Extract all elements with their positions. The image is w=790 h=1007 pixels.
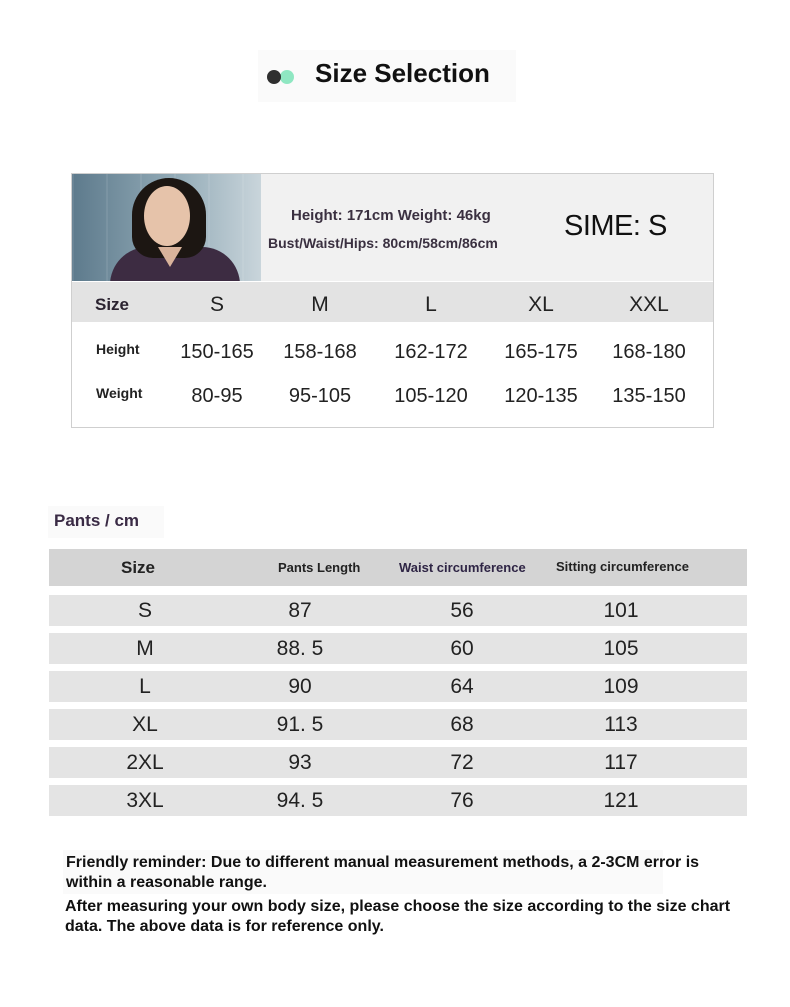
pants-waist-cell: 56 <box>450 599 474 622</box>
height-cell: 158-168 <box>283 341 357 363</box>
pants-length-cell: 90 <box>288 675 312 698</box>
pants-size-cell: XL <box>132 713 158 736</box>
pants-length-cell: 93 <box>288 751 312 774</box>
pants-sitting-cell: 109 <box>603 675 639 698</box>
mint-dot-icon <box>280 70 294 84</box>
height-cell: 165-175 <box>504 341 578 363</box>
pants-size-cell: L <box>139 675 151 698</box>
weight-cell: 105-120 <box>394 385 468 407</box>
height-cell: 150-165 <box>180 341 254 363</box>
pants-header-sitting: Sitting circumference <box>556 559 689 574</box>
friendly-reminder: Friendly reminder: Due to different manual measurement methods, a 2-3CM error is within a reasonable range. <box>66 854 700 891</box>
pants-length-cell: 91. 5 <box>276 713 324 736</box>
size-row-label: Size <box>95 295 130 314</box>
height-cell: 168-180 <box>612 341 686 363</box>
pants-sitting-cell: 121 <box>603 789 639 812</box>
weight-cell: 135-150 <box>612 385 686 407</box>
pants-header-waist: Waist circumference <box>399 560 526 575</box>
pants-length-cell: 94. 5 <box>276 789 324 812</box>
pants-sitting-cell: 113 <box>604 713 638 736</box>
size-col-m: M <box>311 293 329 316</box>
model-photo <box>72 174 261 281</box>
model-size: SIME: S <box>564 210 667 242</box>
model-height-weight: Height: 171cm Weight: 46kg <box>291 207 491 224</box>
pants-sitting-cell: 105 <box>603 637 639 660</box>
height-row-label: Height <box>96 341 140 357</box>
pants-waist-cell: 76 <box>450 789 474 812</box>
pants-size-cell: 3XL <box>126 789 164 812</box>
pants-waist-cell: 64 <box>450 675 474 698</box>
size-col-l: L <box>425 293 437 316</box>
pants-waist-cell: 72 <box>450 751 474 774</box>
size-card <box>71 173 714 428</box>
weight-cell: 80-95 <box>191 385 243 407</box>
size-col-xxl: XXL <box>629 293 669 316</box>
pants-waist-cell: 60 <box>450 637 474 660</box>
weight-row-label: Weight <box>96 385 143 401</box>
weight-cell: 120-135 <box>504 385 578 407</box>
pants-sitting-cell: 101 <box>603 599 639 622</box>
size-col-s: S <box>209 293 224 316</box>
pants-size-cell: 2XL <box>126 751 164 774</box>
size-col-xl: XL <box>528 293 554 316</box>
dark-dot-icon <box>267 70 281 84</box>
pants-length-cell: 87 <box>288 599 312 622</box>
pants-header-size: Size <box>121 558 156 577</box>
pants-header-length: Pants Length <box>278 560 361 575</box>
pants-size-cell: M <box>136 637 154 660</box>
pants-waist-cell: 68 <box>450 713 474 736</box>
model-measurements: Bust/Waist/Hips: 80cm/58cm/86cm <box>268 235 498 251</box>
height-cell: 162-172 <box>394 341 468 363</box>
measurement-advice: After measuring your own body size, please choose the size according to the size chart data. The above data is for reference only. <box>65 898 731 935</box>
pants-size-cell: S <box>137 599 152 622</box>
pants-section-title: Pants / cm <box>54 511 140 530</box>
pants-sitting-cell: 117 <box>604 751 638 774</box>
page-title: Size Selection <box>315 58 490 88</box>
pants-length-cell: 88. 5 <box>276 637 324 660</box>
weight-cell: 95-105 <box>288 385 352 407</box>
